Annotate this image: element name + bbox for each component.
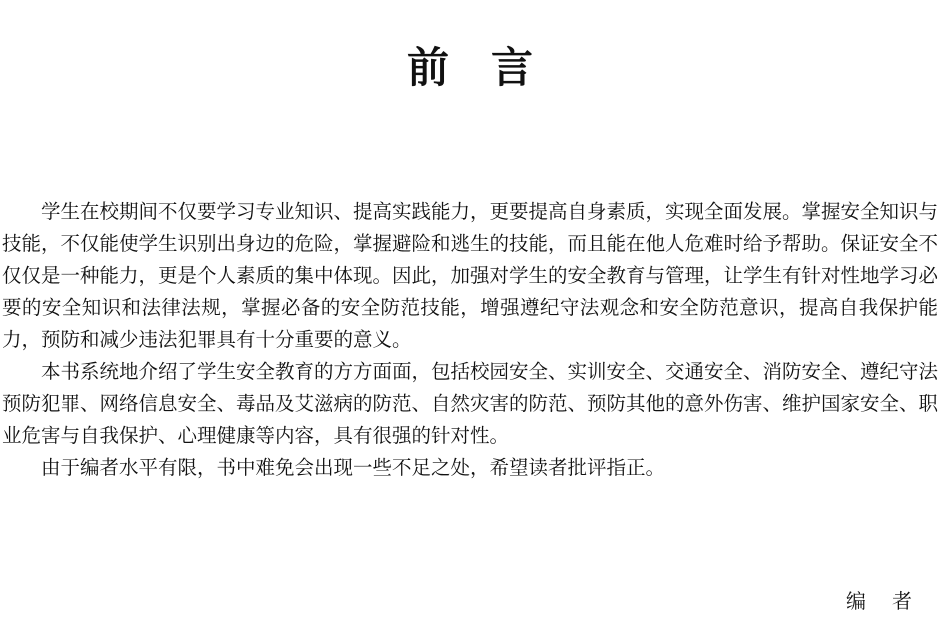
paragraph-1: 学生在校期间不仅要学习专业知识、提高实践能力，更要提高自身素质，实现全面发展。掌握安全知识与技能，不仅能使学生识别出身边的危险，掌握避险和逃生的技能，而且能在他人危难时给予帮助。保证安全不仅仅是一种能力，更是个人素质的集中体现。因此，加强对学生的安全教育与管理，让学生有针对性地学习必要的安全知识和法律法规，掌握必备的安全防范技能，增强遵纪守法观念和安全防范意识，提高自我保护能力，预防和减少违法犯罪具有十分重要的意义。 [2, 200, 939, 351]
page-title: 前言 [406, 43, 575, 92]
paragraph-2: 本书系统地介绍了学生安全教育的方方面面，包括校园安全、实训安全、交通安全、消防安全、遵纪守法预防犯罪、网络信息安全、毒品及艾滋病的防范、自然灾害的防范、预防其他的意外伤害、维护国家安全、职业危害与自我保护、心理健康等内容，具有很强的针对性。 [2, 360, 939, 447]
author-signature: 编者 [846, 589, 938, 613]
paragraph-3: 由于编者水平有限，书中难免会出现一些不足之处，希望读者批评指正。 [41, 456, 666, 479]
preface-body [2, 196, 938, 484]
